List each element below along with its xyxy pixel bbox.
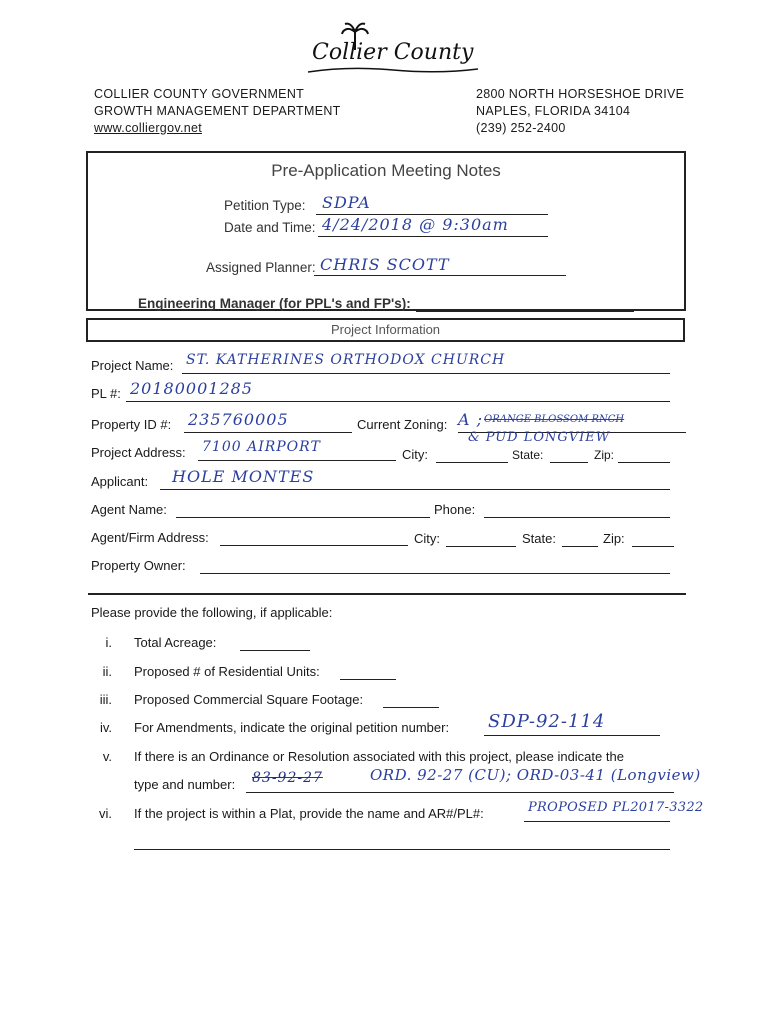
owner-line [200, 573, 670, 574]
property-id-line [184, 432, 352, 433]
residential-units-line [340, 679, 396, 680]
agent-address-line [220, 545, 408, 546]
applicant-line [160, 489, 670, 490]
petition-type-label: Petition Type: [224, 198, 306, 213]
item-num-4: iv. [99, 720, 112, 735]
item-num-1: i. [105, 635, 112, 650]
total-acreage-label: Total Acreage: [134, 635, 217, 650]
agent-city-label: City: [414, 531, 440, 546]
county-logo [300, 22, 500, 72]
petition-type-value[interactable]: SDPA [322, 193, 371, 212]
phone-number: (239) 252-2400 [476, 121, 566, 135]
city-address: NAPLES, FLORIDA 34104 [476, 104, 631, 118]
city-label: City: [402, 447, 428, 462]
agent-name-label: Agent Name: [91, 502, 167, 517]
meeting-notes-box [86, 151, 686, 311]
zoning-value-2[interactable]: & PUD LONGVIEW [468, 430, 611, 445]
logo-text: Collier County [312, 40, 474, 65]
phone-line [484, 517, 670, 518]
residential-units-label: Proposed # of Residential Units: [134, 664, 320, 679]
project-name-value[interactable]: ST. KATHERINES ORTHODOX CHURCH [186, 352, 506, 368]
org-name: COLLIER COUNTY GOVERNMENT [94, 87, 305, 101]
form-title: Pre-Application Meeting Notes [271, 161, 501, 180]
zoning-struck-value: ORANGE BLOSSOM RNCH [484, 414, 625, 425]
ordinance-label-2: type and number: [134, 777, 236, 792]
item-num-2: ii. [102, 664, 112, 679]
agent-state-line [562, 546, 598, 547]
date-time-value[interactable]: 4/24/2018 @ 9:30am [322, 215, 509, 234]
ordinance-label: If there is an Ordinance or Resolution associated with this project, please indicate the [134, 749, 624, 764]
agent-state-label: State: [522, 531, 556, 546]
agent-zip-line [632, 546, 674, 547]
original-petition-value[interactable]: SDP-92-114 [488, 711, 606, 732]
pl-value[interactable]: 20180001285 [130, 379, 253, 398]
header-left [94, 86, 341, 137]
property-id-label: Property ID #: [91, 417, 172, 432]
owner-label: Property Owner: [91, 558, 186, 573]
ordinance-value[interactable]: ORD. 92-27 (CU); ORD-03-41 (Longview) [370, 766, 701, 784]
eng-manager-label: Engineering Manager (for PPL's and FP's): [138, 296, 411, 311]
assigned-planner-value[interactable]: CHRIS SCOTT [320, 255, 450, 274]
applicable-heading: Please provide the following, if applicable: [91, 605, 333, 620]
street-address: 2800 NORTH HORSESHOE DRIVE [476, 87, 685, 101]
address-label: Project Address: [91, 445, 186, 460]
zip-line [618, 462, 670, 463]
ordinance-line [246, 792, 674, 793]
date-time-label: Date and Time: [224, 220, 316, 235]
zoning-value[interactable]: A ; [458, 410, 484, 429]
original-petition-line [484, 735, 660, 736]
agent-name-line [176, 517, 430, 518]
agent-address-label: Agent/Firm Address: [91, 530, 209, 545]
project-name-label: Project Name: [91, 358, 174, 373]
applicant-value[interactable]: HOLE MONTES [172, 467, 315, 486]
date-time-line [318, 236, 548, 237]
project-name-line [182, 373, 670, 374]
commercial-sqft-line [383, 707, 439, 708]
plat-line-2 [134, 849, 670, 850]
zip-label: Zip: [594, 448, 615, 462]
agent-city-line [446, 546, 516, 547]
state-line [550, 462, 588, 463]
logo-wave [308, 66, 478, 74]
section-divider [88, 593, 686, 595]
project-info-header: Project Information [86, 318, 685, 342]
plat-value[interactable]: PROPOSED PL2017-3322 [528, 800, 704, 815]
pl-line [126, 401, 670, 402]
applicant-label: Applicant: [91, 474, 149, 489]
ordinance-struck: 83-92-27 [252, 770, 323, 786]
original-petition-label: For Amendments, indicate the original petition number: [134, 720, 450, 735]
header-right [476, 86, 684, 137]
address-value[interactable]: 7100 AIRPORT [202, 439, 321, 455]
zoning-label: Current Zoning: [357, 417, 448, 432]
website-link[interactable]: www.colliergov.net [94, 121, 202, 135]
dept-name: GROWTH MANAGEMENT DEPARTMENT [94, 104, 341, 118]
property-id-value[interactable]: 235760005 [188, 410, 289, 429]
city-line [436, 462, 508, 463]
phone-label: Phone: [434, 502, 476, 517]
eng-manager-line [416, 311, 634, 312]
agent-zip-label: Zip: [603, 531, 625, 546]
assigned-planner-line [314, 275, 566, 276]
total-acreage-line [240, 650, 310, 651]
assigned-planner-label: Assigned Planner: [206, 260, 316, 275]
item-num-6: vi. [99, 806, 112, 821]
address-line [198, 460, 396, 461]
commercial-sqft-label: Proposed Commercial Square Footage: [134, 692, 364, 707]
item-num-5: v. [102, 749, 112, 764]
item-num-3: iii. [99, 692, 112, 707]
plat-label: If the project is within a Plat, provide the name and AR#/PL#: [134, 806, 484, 821]
state-label: State: [512, 448, 544, 462]
pl-label: PL #: [91, 386, 121, 401]
plat-line [524, 821, 670, 822]
